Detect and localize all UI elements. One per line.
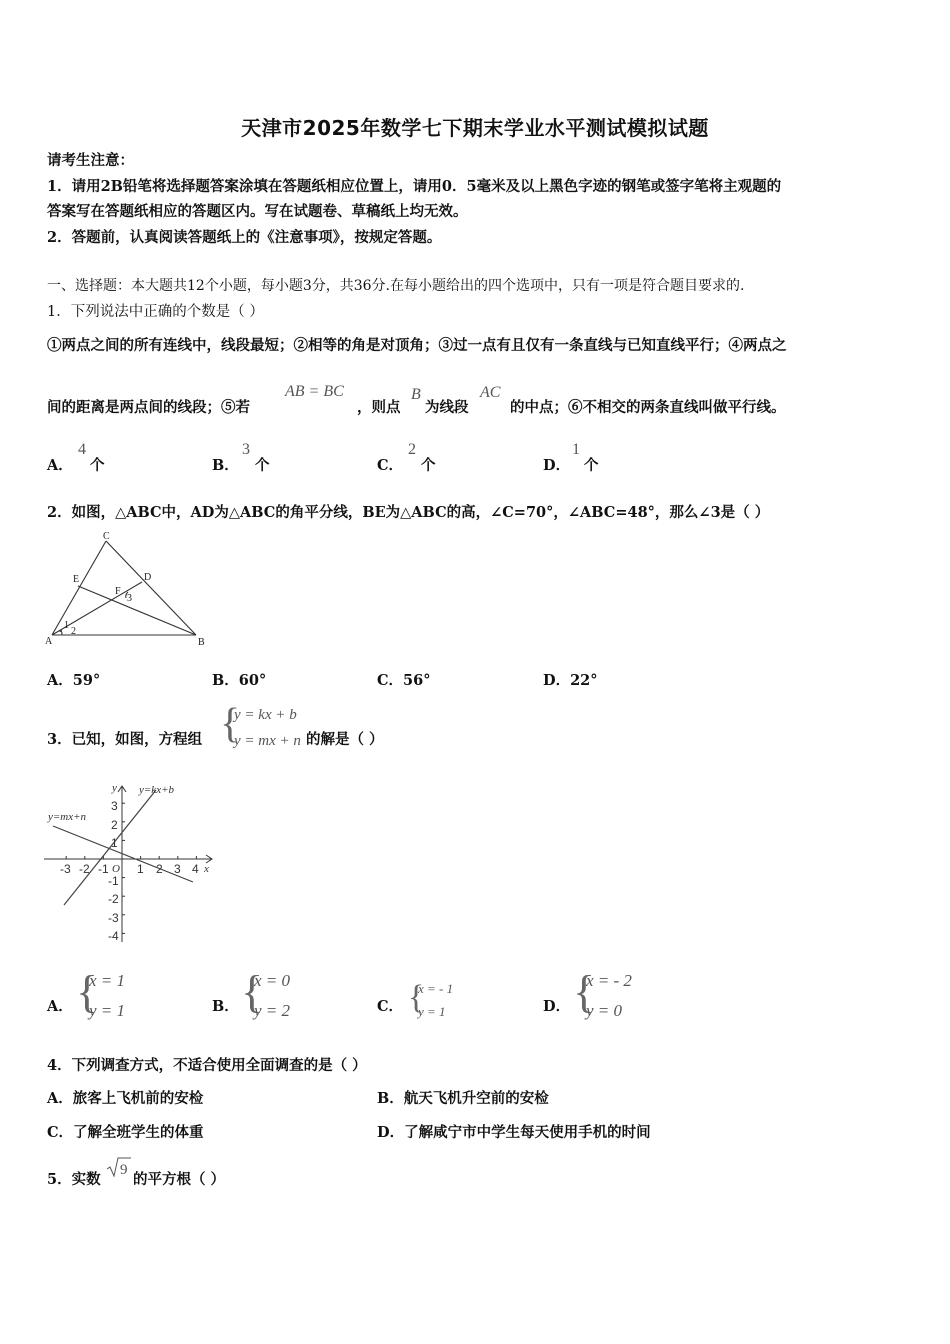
q2-option-d[interactable] <box>543 671 598 691</box>
label-angle-2: 2 <box>71 626 76 637</box>
q3-option-a-y: y = 1 <box>89 1001 126 1020</box>
y-tick-label: 1 <box>111 836 118 850</box>
option-label: D． <box>543 672 571 689</box>
q3-eq2: y = mx + n <box>234 733 301 749</box>
q1-option-d-unit: 个 <box>584 457 599 474</box>
option-label: A． <box>47 457 73 474</box>
q1-option-c-num: 2 <box>408 441 416 458</box>
x-axis-label: x <box>204 863 209 875</box>
option-text: 了解全班学生的体重 <box>73 1124 204 1141</box>
x-tick-label: 2 <box>156 862 163 876</box>
option-label: A． <box>47 672 73 689</box>
y-tick-label: 3 <box>111 799 118 813</box>
option-label: D． <box>377 1124 405 1141</box>
q3-option-b[interactable] <box>212 997 239 1017</box>
q3-option-c[interactable] <box>377 997 403 1017</box>
q3-option-d-x: x = - 2 <box>586 971 632 990</box>
page-title: 天津市2025年数学七下期末学业水平测试模拟试题 <box>241 116 709 140</box>
label-a: A <box>45 636 53 647</box>
q1-line2c: 为线段 <box>425 399 469 416</box>
option-label: B． <box>212 457 239 474</box>
side-ac <box>52 541 106 635</box>
q2-stem: 2．如图，△ABC中，AD为△ABC的角平分线，BE为△ABC的高，∠C=70°，∠ABC=48°，那么∠3是（ ） <box>47 504 770 521</box>
q1-line2b: ，则点 <box>357 399 401 416</box>
q3-stem-b: 的解是（ ） <box>306 731 384 748</box>
q1-math-b: B <box>411 386 421 403</box>
brace: { <box>408 979 425 1016</box>
q1-option-d[interactable] <box>543 456 570 476</box>
q3-option-a[interactable] <box>47 997 73 1017</box>
q3-option-a-x: x = 1 <box>89 971 126 990</box>
option-text: 了解咸宁市中学生每天使用手机的时间 <box>404 1124 651 1141</box>
q1-option-a[interactable] <box>47 456 73 476</box>
q1-math-ab-bc: AB = BC <box>285 383 344 400</box>
option-label: C． <box>377 672 404 689</box>
q1-option-c-unit: 个 <box>421 457 436 474</box>
option-label: D． <box>543 457 571 474</box>
label-c: C <box>103 531 110 542</box>
q1-option-a-num: 4 <box>78 441 86 458</box>
x-tick-label: 4 <box>192 862 199 876</box>
q1-option-b[interactable] <box>212 456 239 476</box>
y-tick-label: -3 <box>108 911 119 925</box>
y-axis-label: y <box>112 782 117 794</box>
angle-arc-2 <box>61 630 62 635</box>
q3-system-brace: { <box>220 701 241 747</box>
option-label: B． <box>377 1090 404 1107</box>
q3-option-c-y: y = 1 <box>418 1004 446 1019</box>
label-line-mx-n: y=mx+n <box>48 811 87 823</box>
q2-option-b[interactable] <box>212 671 266 691</box>
option-label: A． <box>47 998 73 1015</box>
label-angle-3: 3 <box>127 593 132 604</box>
q3-option-b-x: x = 0 <box>254 971 291 990</box>
brace: { <box>76 966 99 1017</box>
q5-stem-b: 的平方根（ ） <box>133 1171 226 1188</box>
q5-sqrt-symbol <box>106 1156 132 1180</box>
q3-eq1: y = kx + b <box>234 707 297 723</box>
label-b: B <box>198 637 205 648</box>
option-text: 22° <box>570 672 598 689</box>
q3-option-b-y: y = 2 <box>254 1001 291 1020</box>
q4-option-d[interactable] <box>377 1123 651 1143</box>
option-text: 旅客上飞机前的安检 <box>72 1090 204 1107</box>
option-text: 60° <box>238 672 267 689</box>
q2-option-a[interactable] <box>47 671 100 691</box>
x-tick-label: -3 <box>60 862 71 876</box>
label-angle-1: 1 <box>64 620 69 631</box>
notice-heading: 请考生注意： <box>47 152 134 169</box>
q1-option-b-num: 3 <box>242 441 250 458</box>
option-label: A． <box>47 1090 73 1107</box>
option-label: B． <box>212 672 239 689</box>
label-line-kx-b: y=kx+b <box>139 784 174 796</box>
brace: { <box>573 966 596 1017</box>
q3-option-d-y: y = 0 <box>586 1001 623 1020</box>
option-text: 航天飞机升空前的安检 <box>403 1090 549 1107</box>
q3-graph <box>40 778 225 948</box>
q1-option-d-num: 1 <box>572 441 580 458</box>
label-e: E <box>73 574 80 585</box>
q1-option-c[interactable] <box>377 456 403 476</box>
y-tick-label: 2 <box>111 818 118 832</box>
q3-option-d[interactable] <box>543 997 570 1017</box>
q4-stem: 4．下列调查方式，不适合使用全面调查的是（ ） <box>47 1057 367 1074</box>
brace: { <box>241 966 264 1017</box>
q1-line2d: 的中点；⑥不相交的两条直线叫做平行线。 <box>510 399 786 416</box>
q1-option-a-unit: 个 <box>90 457 105 474</box>
q4-option-b[interactable] <box>377 1089 549 1109</box>
option-text: 56° <box>403 672 431 689</box>
q1-stem: 1．下列说法中正确的个数是（ ） <box>47 304 264 320</box>
notice-line-2: 2．答题前，认真阅读答题纸上的《注意事项》，按规定答题。 <box>47 229 442 246</box>
option-label: B． <box>212 998 239 1015</box>
q1-option-b-unit: 个 <box>255 457 270 474</box>
option-text: 59° <box>72 672 101 689</box>
q2-option-c[interactable] <box>377 671 430 691</box>
notice-line-1a: 1．请用2B铅笔将选择题答案涂填在答题纸相应位置上，请用0．5毫米及以上黑色字迹的钢笔或签字笔将主观题的 <box>47 178 782 195</box>
y-tick-label: -1 <box>108 874 119 888</box>
label-d: D <box>144 572 152 583</box>
x-tick-label: 1 <box>137 862 144 876</box>
label-f: F <box>115 586 121 597</box>
q5-radicand: 9 <box>120 1162 128 1178</box>
x-tick-label: -1 <box>98 862 109 876</box>
q4-option-c[interactable] <box>47 1123 204 1143</box>
q4-option-a[interactable] <box>47 1089 203 1109</box>
section-heading: 一、选择题：本大题共12个小题，每小题3分，共36分.在每小题给出的四个选项中，只有一项是符合题目要求的. <box>47 278 745 294</box>
q1-math-ac: AC <box>480 384 501 401</box>
q3-option-c-x: x = - 1 <box>418 981 454 996</box>
y-tick-label: -2 <box>108 892 119 906</box>
x-tick-label: -2 <box>79 862 90 876</box>
x-tick-label: 3 <box>174 862 181 876</box>
origin-label: O <box>112 863 120 875</box>
notice-line-1b: 答案写在答题纸相应的答题区内。写在试题卷、草稿纸上均无效。 <box>47 203 468 220</box>
q1-line2a: 间的距离是两点间的线段；⑤若 <box>47 399 250 416</box>
option-label: C． <box>377 998 404 1015</box>
option-label: C． <box>377 457 404 474</box>
q3-stem-a: 3．已知，如图，方程组 <box>47 731 203 748</box>
altitude-be <box>78 586 196 635</box>
option-label: C． <box>47 1124 74 1141</box>
line-mx-n <box>53 826 193 882</box>
option-label: D． <box>543 998 571 1015</box>
q1-line1: ①两点之间的所有连线中，线段最短；②相等的角是对顶角；③过一点有且仅有一条直线与已知直线平行；④两点之 <box>47 337 787 354</box>
q2-triangle-figure <box>44 530 214 650</box>
q5-stem-a: 5．实数 <box>47 1171 101 1188</box>
y-tick-label: -4 <box>108 929 119 943</box>
